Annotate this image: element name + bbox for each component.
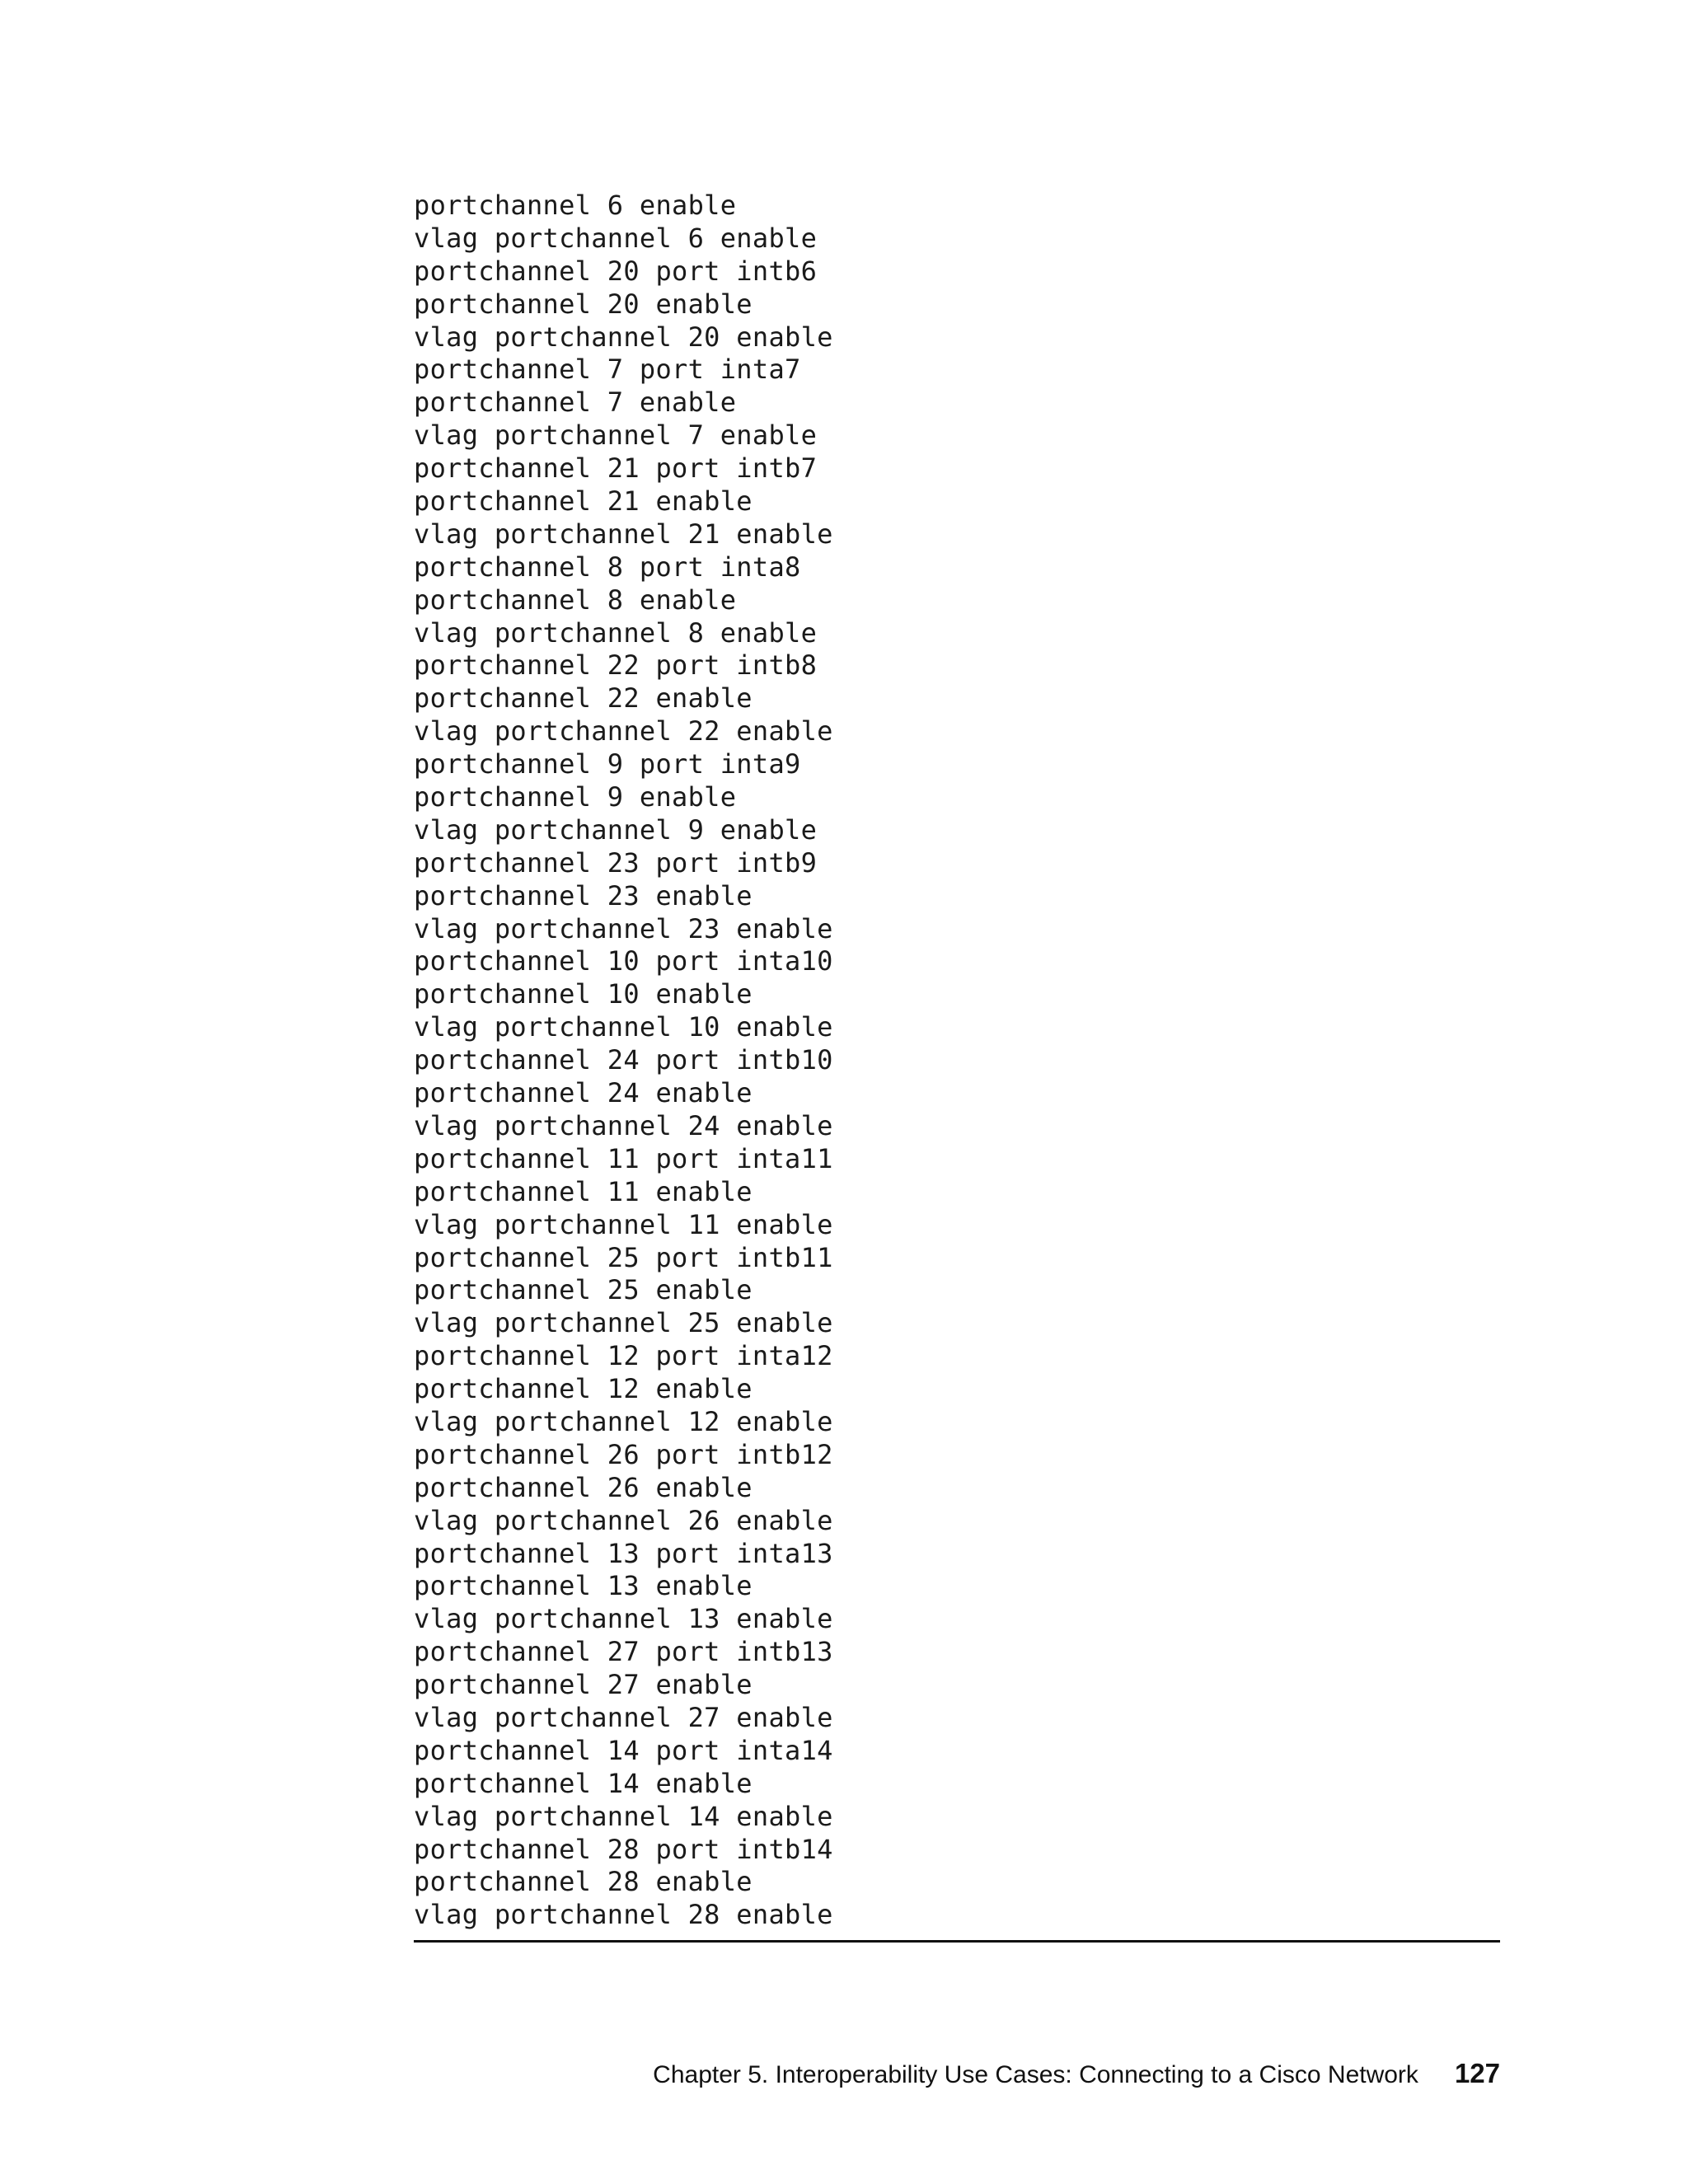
code-line: portchannel 23 enable	[414, 879, 753, 912]
code-line: vlag portchannel 7 enable	[414, 419, 818, 452]
code-line: portchannel 7 enable	[414, 387, 737, 419]
code-line: portchannel 11 enable	[414, 1175, 753, 1207]
code-line: portchannel 22 enable	[414, 682, 753, 715]
code-line: portchannel 8 enable	[414, 583, 737, 616]
code-line: portchannel 27 port intb13	[414, 1636, 833, 1668]
code-line: vlag portchannel 9 enable	[414, 813, 818, 846]
code-line: portchannel 13 port inta13	[414, 1537, 833, 1569]
code-line: portchannel 24 enable	[414, 1077, 753, 1109]
code-line: portchannel 24 port intb10	[414, 1044, 833, 1076]
code-line: portchannel 11 port inta11	[414, 1142, 833, 1174]
code-line: portchannel 27 enable	[414, 1669, 753, 1701]
code-listing	[414, 190, 1502, 1932]
code-line: portchannel 10 enable	[414, 978, 753, 1010]
code-line: portchannel 26 port intb12	[414, 1438, 833, 1470]
code-line: vlag portchannel 14 enable	[414, 1800, 833, 1832]
code-line: vlag portchannel 27 enable	[414, 1701, 833, 1733]
code-line: portchannel 20 enable	[414, 288, 753, 320]
code-line: vlag portchannel 26 enable	[414, 1504, 833, 1536]
code-line: vlag portchannel 20 enable	[414, 321, 833, 353]
code-line: portchannel 9 enable	[414, 781, 737, 813]
code-line: vlag portchannel 8 enable	[414, 616, 818, 649]
code-line: portchannel 21 port intb7	[414, 452, 818, 485]
code-line: portchannel 8 port inta8	[414, 551, 801, 583]
footer-chapter-title: Chapter 5. Interoperability Use Cases: Connecting to a Cisco Network	[653, 2061, 1418, 2088]
code-line: portchannel 14 port inta14	[414, 1734, 833, 1766]
code-line: vlag portchannel 11 enable	[414, 1208, 833, 1240]
code-line: portchannel 10 port inta10	[414, 945, 833, 977]
code-line: portchannel 20 port intb6	[414, 255, 818, 287]
code-line: vlag portchannel 21 enable	[414, 518, 833, 550]
page-footer	[577, 2058, 1500, 2089]
code-line: portchannel 13 enable	[414, 1570, 753, 1602]
code-line: vlag portchannel 24 enable	[414, 1109, 833, 1141]
code-line: portchannel 25 port intb11	[414, 1241, 833, 1273]
code-line: portchannel 9 port inta9	[414, 748, 801, 780]
code-line: vlag portchannel 28 enable	[414, 1899, 833, 1931]
code-line: portchannel 21 enable	[414, 485, 753, 518]
code-line: portchannel 23 port intb9	[414, 846, 818, 879]
code-line: portchannel 14 enable	[414, 1767, 753, 1799]
code-line: vlag portchannel 22 enable	[414, 715, 833, 748]
code-line: portchannel 6 enable	[414, 190, 737, 221]
code-line: vlag portchannel 12 enable	[414, 1405, 833, 1437]
code-line: vlag portchannel 25 enable	[414, 1307, 833, 1339]
code-line: portchannel 22 port intb8	[414, 649, 818, 682]
code-line: portchannel 28 enable	[414, 1866, 753, 1898]
code-line: portchannel 25 enable	[414, 1274, 753, 1306]
code-line: portchannel 7 port inta7	[414, 354, 801, 386]
code-line: vlag portchannel 10 enable	[414, 1011, 833, 1043]
code-line: vlag portchannel 6 enable	[414, 222, 818, 254]
code-line: portchannel 28 port intb14	[414, 1833, 833, 1865]
code-line: portchannel 12 port inta12	[414, 1340, 833, 1372]
code-line: portchannel 26 enable	[414, 1471, 753, 1503]
code-line: vlag portchannel 13 enable	[414, 1603, 833, 1635]
code-line: portchannel 12 enable	[414, 1373, 753, 1405]
footer-page-number: 127	[1454, 2058, 1500, 2088]
code-line: vlag portchannel 23 enable	[414, 912, 833, 944]
code-listing-end-rule	[414, 1940, 1500, 1943]
